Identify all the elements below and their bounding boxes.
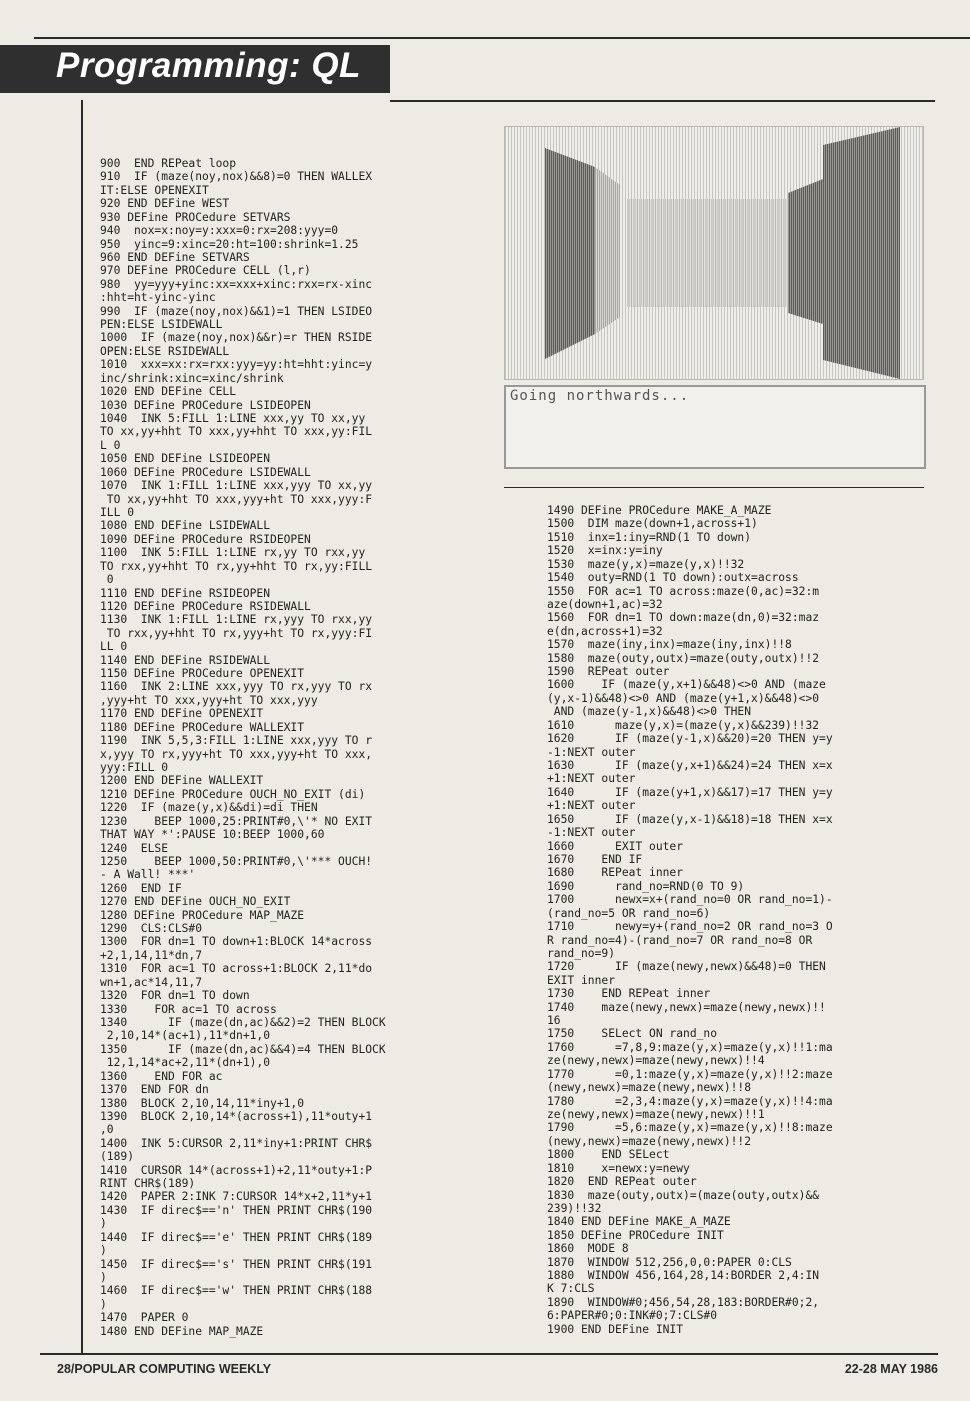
code-line: TO rxx,yy+hht TO rx,yy+hht TO rx,yy:FILL	[100, 559, 373, 573]
code-line: )	[100, 1217, 107, 1231]
code-line: 1900 END DEFine INIT	[547, 1322, 684, 1336]
code-line: 1610 maze(y,x)=(maze(y,x)&&239)!!32	[547, 718, 820, 732]
code-line: 1600 IF (maze(y,x+1)&&48)<>0 AND (maze	[547, 678, 826, 692]
code-line: L 0	[100, 438, 121, 452]
code-line: EXIT inner	[547, 973, 616, 987]
code-line: 1570 maze(iny,inx)=maze(iny,inx)!!8	[547, 638, 792, 652]
right-wall-mid	[788, 179, 823, 324]
code-line: R rand_no=4)-(rand_no=7 OR rand_no=8 OR	[547, 933, 813, 947]
right-wall-near	[823, 127, 900, 379]
code-line: yyy:FILL 0	[100, 760, 169, 774]
header-underline	[390, 100, 935, 102]
code-line: -1:NEXT outer	[547, 826, 636, 840]
code-line: 0	[100, 573, 114, 587]
code-line: 1450 IF direc$=='s' THEN PRINT CHR$(191	[100, 1257, 373, 1271]
code-line: e(dn,across+1)=32	[547, 624, 663, 638]
code-line: 1690 rand_no=RND(0 TO 9)	[547, 879, 745, 893]
code-line: OPEN:ELSE RSIDEWALL	[100, 344, 230, 358]
code-line: 930 DEFine PROCedure SETVARS	[100, 210, 291, 224]
code-line: 1100 INK 5:FILL 1:LINE rx,yy TO rxx,yy	[100, 546, 366, 560]
code-line: ,0	[100, 1123, 114, 1137]
code-line: 1020 END DEFine CELL	[100, 385, 237, 399]
code-line: 1320 FOR dn=1 TO down	[100, 989, 250, 1003]
code-line: 1540 outy=RND(1 TO down):outx=across	[547, 571, 799, 585]
code-line: 1250 BEEP 1000,50:PRINT#0,\'*** OUCH!	[100, 854, 373, 868]
code-line: 1000 IF (maze(noy,nox)&&r)=r THEN RSIDE	[100, 331, 373, 345]
code-line: 1310 FOR ac=1 TO across+1:BLOCK 2,11*do	[100, 962, 373, 976]
code-line: 1420 PAPER 2:INK 7:CURSOR 14*x+2,11*y+1	[100, 1190, 373, 1204]
code-line: 239)!!32	[547, 1201, 602, 1215]
code-line: 16	[547, 1014, 561, 1028]
code-line: 1340 IF (maze(dn,ac)&&2)=2 THEN BLOCK	[100, 1016, 386, 1029]
code-line: 1710 newy=y+(rand_no=2 OR rand_no=3 O	[547, 920, 833, 934]
code-line: 1230 BEEP 1000,25:PRINT#0,\'* NO EXIT	[100, 814, 373, 828]
code-line: -1:NEXT outer	[547, 745, 636, 759]
status-message: Going northwards...	[510, 388, 690, 404]
code-line: 1890 WINDOW#0;456,54,28,183:BORDER#0;2,	[547, 1295, 820, 1309]
code-line: 1720 IF (maze(newy,newx)&&48)=0 THEN	[547, 960, 826, 974]
left-column-rule	[81, 100, 83, 1353]
code-line: 1800 END SELect	[547, 1148, 670, 1162]
code-line: 1810 x=newx:y=newy	[547, 1161, 690, 1175]
page-title: Programming: QL	[56, 46, 362, 85]
code-line: (189)	[100, 1150, 135, 1164]
code-line: LL 0	[100, 640, 128, 654]
left-wall-near	[545, 148, 595, 359]
code-line: 1410 CURSOR 14*(across+1)+2,11*outy+1:P	[100, 1163, 373, 1177]
code-line: 1090 DEFine PROCedure RSIDEOPEN	[100, 532, 311, 546]
code-line: 920 END DEFine WEST	[100, 197, 230, 211]
code-line: 1460 IF direc$=='w' THEN PRINT CHR$(188	[100, 1284, 373, 1298]
code-line: 1110 END DEFine RSIDEOPEN	[100, 586, 271, 600]
code-line: (y,x-1)&&48)<>0 AND (maze(y+1,x)&&48)<>0	[547, 691, 820, 705]
code-line: 980 yy=yyy+yinc:xx=xxx+xinc:rxx=rx-xinc	[100, 277, 373, 291]
code-line: 1080 END DEFine LSIDEWALL	[100, 519, 271, 533]
code-line: 6:PAPER#0;0:INK#0;7:CLS#0	[547, 1309, 718, 1323]
code-line: 1220 IF (maze(y,x)&&di)=di THEN	[100, 801, 318, 815]
code-line: AND (maze(y-1,x)&&48)<>0 THEN	[547, 705, 752, 719]
code-line: 1380 BLOCK 2,10,14,11*iny+1,0	[100, 1096, 305, 1110]
code-line: 1820 END REPeat outer	[547, 1175, 697, 1189]
code-line: 1360 END FOR ac	[100, 1069, 223, 1083]
code-line: 1170 END DEFine OPENEXIT	[100, 707, 264, 721]
code-listing-left	[100, 157, 386, 1338]
code-line: 1860 MODE 8	[547, 1242, 629, 1256]
code-line: 1670 END IF	[547, 852, 643, 866]
code-line: wn+1,ac*14,11,7	[100, 975, 203, 989]
code-line: 1160 INK 2:LINE xxx,yyy TO rx,yyy TO rx	[100, 680, 373, 694]
far-wall	[627, 199, 787, 307]
code-line: 970 DEFine PROCedure CELL (l,r)	[100, 264, 311, 278]
code-line: (newy,newx)=maze(newy,newx)!!2	[547, 1134, 752, 1148]
code-line: 1120 DEFine PROCedure RSIDEWALL	[100, 599, 311, 613]
code-line: 1660 EXIT outer	[547, 839, 684, 853]
left-wall-mid	[595, 167, 620, 334]
code-line: 1010 xxx=xx:rx=rxx:yyy=yy:ht=hht:yinc=y	[100, 358, 373, 372]
code-line: (rand_no=5 OR rand_no=6)	[547, 906, 711, 920]
code-listing-right	[547, 504, 833, 1336]
code-line: 1060 DEFine PROCedure LSIDEWALL	[100, 465, 311, 479]
maze-3d-view	[504, 126, 924, 380]
code-line: 1650 IF (maze(y,x-1)&&18)=18 THEN x=x	[547, 812, 833, 826]
code-line: IT:ELSE OPENEXIT	[100, 183, 209, 197]
code-line: 1580 maze(outy,outx)=maze(outy,outx)!!2	[547, 651, 820, 665]
code-line: 1390 BLOCK 2,10,14*(across+1),11*outy+1	[100, 1109, 373, 1123]
code-line: ze(newy,newx)=maze(newy,newx)!!1	[547, 1107, 765, 1121]
code-line: 1070 INK 1:FILL 1:LINE xxx,yyy TO xx,yy	[100, 479, 373, 493]
code-line: 1050 END DEFine LSIDEOPEN	[100, 452, 271, 466]
code-line: RINT CHR$(189)	[100, 1177, 196, 1191]
code-line: 1740 maze(newy,newx)=maze(newy,newx)!!	[547, 1000, 826, 1014]
code-line: 1350 IF (maze(dn,ac)&&4)=4 THEN BLOCK	[100, 1042, 386, 1056]
code-line: 1830 maze(outy,outx)=(maze(outy,outx)&&	[547, 1188, 820, 1202]
code-line: TO rxx,yy+hht TO rx,yyy+ht TO rx,yyy:FI	[100, 626, 373, 640]
footer-date: 22-28 MAY 1986	[844, 1362, 938, 1376]
code-line: TO xx,yy+hht TO xxx,yyy+ht TO xxx,yyy:F	[100, 492, 373, 506]
code-line: 1490 DEFine PROCedure MAKE_A_MAZE	[547, 504, 772, 517]
code-line: 1870 WINDOW 512,256,0,0:PAPER 0:CLS	[547, 1255, 792, 1269]
code-line: 950 yinc=9:xinc=20:ht=100:shrink=1.25	[100, 237, 359, 251]
code-line: 1770 =0,1:maze(y,x)=maze(y,x)!!2:maze	[547, 1067, 833, 1081]
code-line: 1850 DEFine PROCedure INIT	[547, 1228, 724, 1242]
code-line: 1500 DIM maze(down+1,across+1)	[547, 517, 758, 531]
code-line: ,yyy+ht TO xxx,yyy+ht TO xxx,yyy	[100, 693, 318, 707]
code-line: 1620 IF (maze(y-1,x)&&20)=20 THEN y=y	[547, 732, 833, 746]
code-line: 1530 maze(y,x)=maze(y,x)!!32	[547, 557, 745, 571]
code-line: 12,1,14*ac+2,11*(dn+1),0	[100, 1056, 271, 1070]
code-line: )	[100, 1244, 107, 1258]
code-line: 1780 =2,3,4:maze(y,x)=maze(y,x)!!4:ma	[547, 1094, 833, 1108]
code-line: 1640 IF (maze(y+1,x)&&17)=17 THEN y=y	[547, 785, 833, 799]
code-line: 1180 DEFine PROCedure WALLEXIT	[100, 720, 305, 734]
code-line: 1590 REPeat outer	[547, 665, 670, 679]
code-line: - A Wall! ***'	[100, 868, 196, 882]
code-line: 1150 DEFine PROCedure OPENEXIT	[100, 667, 305, 681]
code-line: 2,10,14*(ac+1),11*dn+1,0	[100, 1029, 271, 1043]
code-line: 1030 DEFine PROCedure LSIDEOPEN	[100, 398, 311, 412]
code-line: 1240 ELSE	[100, 841, 169, 855]
code-line: 900 END REPeat loop	[100, 157, 237, 170]
code-line: 1630 IF (maze(y,x+1)&&24)=24 THEN x=x	[547, 759, 833, 773]
code-line: 1330 FOR ac=1 TO across	[100, 1002, 277, 1016]
code-line: TO xx,yy+hht TO xxx,yy+hht TO xxx,yy:FIL	[100, 425, 373, 439]
code-line: inc/shrink:xinc=xinc/shrink	[100, 371, 284, 385]
code-line: K 7:CLS	[547, 1282, 595, 1296]
code-line: 1730 END REPeat inner	[547, 987, 711, 1001]
footer-publication: 28/POPULAR COMPUTING WEEKLY	[57, 1362, 272, 1376]
code-line: 1880 WINDOW 456,164,28,14:BORDER 2,4:IN	[547, 1269, 820, 1283]
code-line: 1790 =5,6:maze(y,x)=maze(y,x)!!8:maze	[547, 1121, 833, 1135]
code-line: ze(newy,newx)=maze(newy,newx)!!4	[547, 1054, 765, 1068]
code-line: rand_no=9)	[547, 946, 616, 960]
code-line: ILL 0	[100, 505, 135, 519]
code-line: PEN:ELSE LSIDEWALL	[100, 318, 223, 332]
code-line: 1510 inx=1:iny=RND(1 TO down)	[547, 530, 752, 544]
code-line: 1210 DEFine PROCedure OUCH_NO_EXIT (di)	[100, 787, 366, 801]
code-line: 1040 INK 5:FILL 1:LINE xxx,yy TO xx,yy	[100, 412, 366, 426]
code-line: 1430 IF direc$=='n' THEN PRINT CHR$(190	[100, 1203, 373, 1217]
top-rule	[34, 37, 970, 39]
code-line: 1300 FOR dn=1 TO down+1:BLOCK 14*across	[100, 935, 373, 949]
code-line: 960 END DEFine SETVARS	[100, 250, 250, 264]
code-line: 1750 SELect ON rand_no	[547, 1027, 718, 1041]
code-line: )	[100, 1271, 107, 1285]
code-line: x,yyy TO rx,yyy+ht TO xxx,yyy+ht TO xxx,	[100, 747, 373, 761]
code-line: 940 nox=x:noy=y:xxx=0:rx=208:yyy=0	[100, 224, 339, 238]
code-line: 1520 x=inx:y=iny	[547, 544, 663, 558]
code-line: 1200 END DEFine WALLEXIT	[100, 774, 264, 788]
code-line: )	[100, 1297, 107, 1311]
code-line: 1270 END DEFine OUCH_NO_EXIT	[100, 895, 291, 909]
code-line: 910 IF (maze(noy,nox)&&8)=0 THEN WALLEX	[100, 170, 373, 184]
code-line: 1470 PAPER 0	[100, 1311, 189, 1325]
code-line: 1400 INK 5:CURSOR 2,11*iny+1:PRINT CHR$	[100, 1136, 373, 1150]
code-line: 1190 INK 5,5,3:FILL 1:LINE xxx,yyy TO r	[100, 734, 373, 748]
code-line: 1680 REPeat inner	[547, 866, 684, 880]
code-line: 1760 =7,8,9:maze(y,x)=maze(y,x)!!1:ma	[547, 1040, 833, 1054]
code-line: 1560 FOR dn=1 TO down:maze(dn,0)=32:maz	[547, 611, 820, 625]
code-line: +2,1,14,11*dn,7	[100, 948, 203, 962]
code-line: 1140 END DEFine RSIDEWALL	[100, 653, 271, 667]
code-line: +1:NEXT outer	[547, 772, 636, 786]
code-line: THAT WAY *':PAUSE 10:BEEP 1000,60	[100, 828, 325, 842]
bottom-rule	[40, 1353, 938, 1355]
code-line: 1290 CLS:CLS#0	[100, 922, 203, 936]
code-line: 1480 END DEFine MAP_MAZE	[100, 1324, 264, 1338]
code-line: 990 IF (maze(noy,nox)&&1)=1 THEN LSIDEO	[100, 304, 373, 318]
code-line: 1260 END IF	[100, 881, 182, 895]
figure-separator-rule	[504, 487, 924, 488]
code-line: 1840 END DEFine MAKE_A_MAZE	[547, 1215, 731, 1229]
code-line: +1:NEXT outer	[547, 799, 636, 813]
code-line: :hht=ht-yinc-yinc	[100, 291, 216, 305]
code-line: (newy,newx)=maze(newy,newx)!!8	[547, 1081, 752, 1095]
code-line: 1370 END FOR dn	[100, 1083, 209, 1097]
code-line: 1440 IF direc$=='e' THEN PRINT CHR$(189	[100, 1230, 373, 1244]
message-window	[504, 385, 926, 469]
code-line: 1280 DEFine PROCedure MAP_MAZE	[100, 908, 305, 922]
code-line: 1700 newx=x+(rand_no=0 OR rand_no=1)-	[547, 893, 833, 907]
code-line: aze(down+1,ac)=32	[547, 597, 663, 611]
code-line: 1130 INK 1:FILL 1:LINE rx,yyy TO rxx,yy	[100, 613, 373, 627]
code-line: 1550 FOR ac=1 TO across:maze(0,ac)=32:m	[547, 584, 820, 598]
